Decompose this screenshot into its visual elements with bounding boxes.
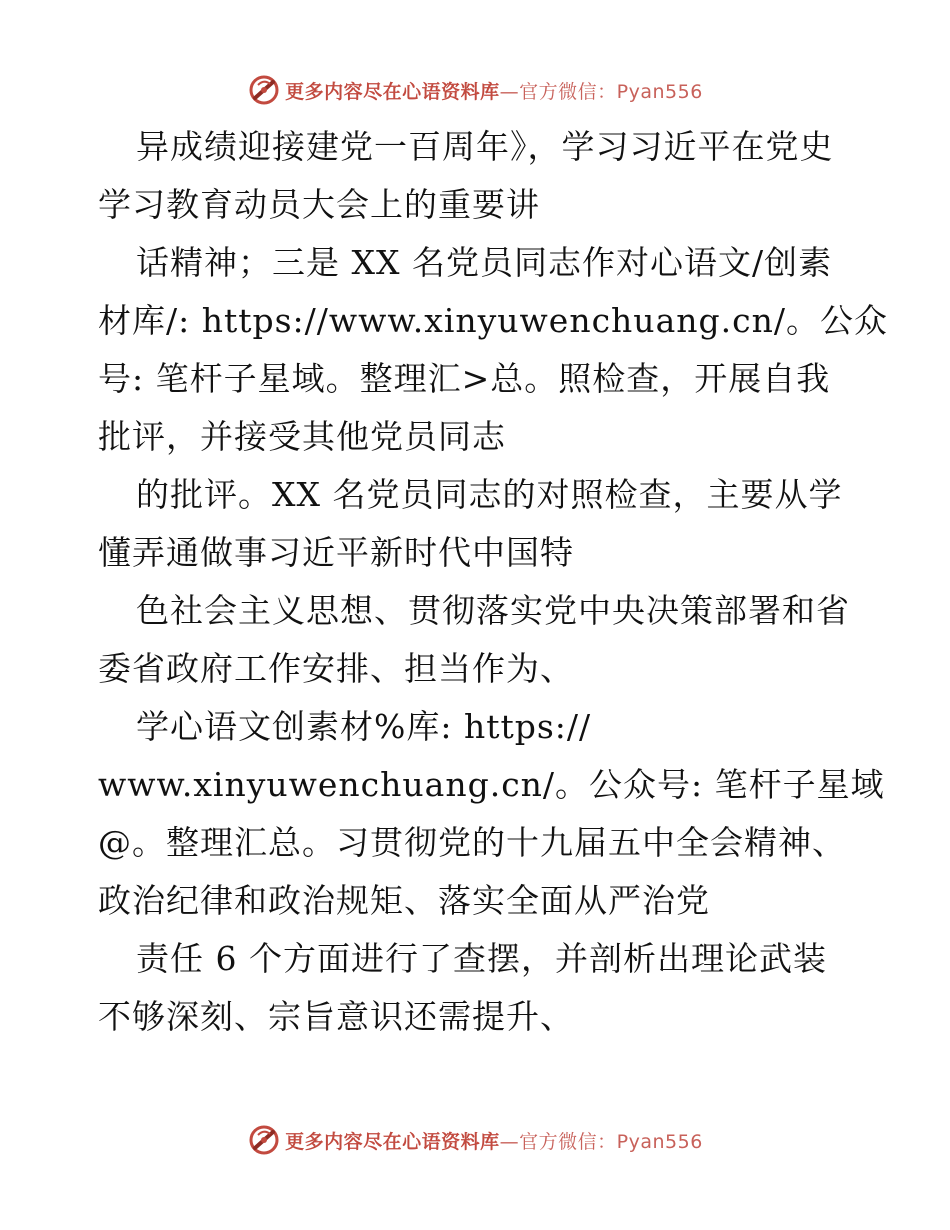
body-line: 异成绩迎接建党一百周年》，学习习近平在党史 bbox=[136, 127, 834, 166]
body-line: 学习教育动员大会上的重要讲 bbox=[98, 185, 540, 224]
footer-banner-text bbox=[285, 1127, 703, 1154]
brand-logo-icon bbox=[247, 1123, 281, 1157]
body-line: www.xinyuwenchuang.cn/。公众号: 笔杆子星域 bbox=[98, 765, 885, 804]
body-line: 话精神；三是 XX 名党员同志作对心语文/创素 bbox=[136, 243, 833, 282]
body-line: 责任 6 个方面进行了查摆，并剖析出理论武装 bbox=[136, 939, 827, 978]
body-line: 懂弄通做事习近平新时代中国特 bbox=[98, 533, 574, 572]
body-line: 委省政府工作安排、担当作为、 bbox=[98, 649, 574, 688]
header-banner-brand: 更多内容尽在心语资料库 bbox=[285, 80, 500, 103]
body-line: 批评，并接受其他党员同志 bbox=[98, 417, 506, 456]
header-banner-text bbox=[285, 77, 703, 104]
footer-banner-wechat: —官方微信：Pyan556 bbox=[499, 1130, 703, 1153]
body-line: @。整理汇总。习贯彻党的十九届五中全会精神、 bbox=[98, 823, 846, 862]
brand-logo-icon bbox=[247, 73, 281, 107]
body-line: 号: 笔杆子星域。整理汇>总。照检查，开展自我 bbox=[98, 359, 831, 398]
document-body bbox=[98, 118, 888, 1046]
header-banner bbox=[0, 70, 950, 110]
body-line: 材库/: https://www.xinyuwenchuang.cn/。公众 bbox=[98, 301, 888, 340]
body-line: 的批评。XX 名党员同志的对照检查，主要从学 bbox=[136, 475, 843, 514]
body-line: 学心语文创素材%库: https:// bbox=[136, 707, 592, 746]
body-line: 不够深刻、宗旨意识还需提升、 bbox=[98, 997, 574, 1036]
body-line: 色社会主义思想、贯彻落实党中央决策部署和省 bbox=[136, 591, 850, 630]
header-banner-wechat: —官方微信：Pyan556 bbox=[499, 80, 703, 103]
footer-banner-brand: 更多内容尽在心语资料库 bbox=[285, 1130, 500, 1153]
footer-banner bbox=[0, 1120, 950, 1160]
body-line: 政治纪律和政治规矩、落实全面从严治党 bbox=[98, 881, 710, 920]
